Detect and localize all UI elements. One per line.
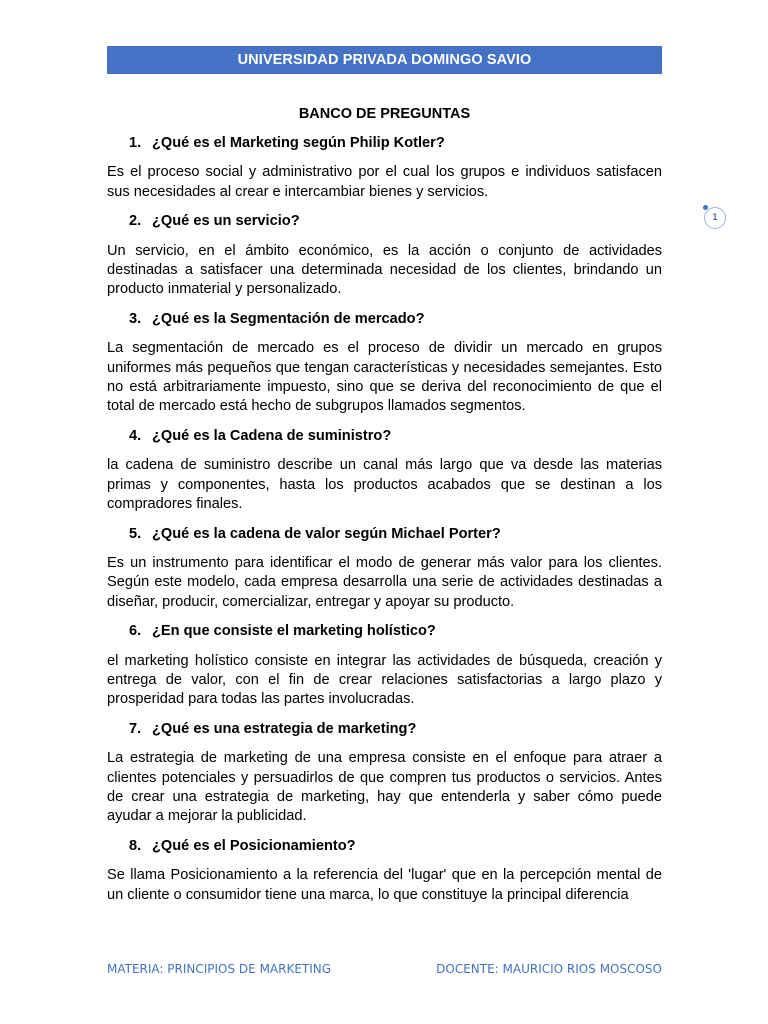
question-3: 3. ¿Qué es la Segmentación de mercado?	[107, 310, 662, 329]
question-6: 6. ¿En que consiste el marketing holístico?	[107, 622, 662, 641]
answer-7: La estrategia de marketing de una empresa consiste en el enfoque para atraer a clientes potenciales y persuadirlos de que compren tus productos o servicios. Antes de crear una estrategia de marketing, hay que entenderla y saber cómo puede ayudar a mejorar la publicidad.	[107, 750, 662, 825]
page-number: 1	[704, 207, 726, 229]
answer-2: Un servicio, en el ámbito económico, es la acción o conjunto de actividades destinadas a satisfacer una determinada necesidad de los clientes, brindando un producto inmaterial y personalizado.	[107, 242, 662, 298]
answer-8: Se llama Posicionamiento a la referencia del 'lugar' que en la percepción mental de un cliente o consumidor tiene una marca, lo que constituye la principal diferencia	[107, 867, 662, 903]
university-name: UNIVERSIDAD PRIVADA DOMINGO SAVIO	[237, 52, 532, 68]
question-2: 2. ¿Qué es un servicio?	[107, 212, 662, 231]
question-7: 7. ¿Qué es una estrategia de marketing?	[107, 720, 662, 739]
question-5: 5. ¿Qué es la cadena de valor según Michael Porter?	[107, 525, 662, 544]
page-footer	[107, 962, 662, 976]
question-text: ¿En que consiste el marketing holístico?	[152, 623, 436, 640]
answer-3: La segmentación de mercado es el proceso de dividir un mercado en grupos uniformes más pequeños que tengan características y necesidades semejantes. Esto no está arbitrariamente impuesto, sino que se deriva del reconocimiento de que el total de mercado está hecho de subgrupos llamados segmentos.	[107, 340, 662, 415]
header-bar	[107, 46, 662, 74]
question-text: ¿Qué es un servicio?	[152, 213, 300, 230]
answer-6: el marketing holístico consiste en integrar las actividades de búsqueda, creación y entrega de valor, con el fin de crear relaciones satisfactorias a largo plazo y prosperidad para todas las partes involucradas.	[107, 652, 662, 708]
question-4: 4. ¿Qué es la Cadena de suministro?	[107, 427, 662, 446]
question-list	[107, 134, 662, 915]
question-1: 1. ¿Qué es el Marketing según Philip Kotler?	[107, 134, 662, 153]
question-text: ¿Qué es el Marketing según Philip Kotler?	[152, 135, 445, 151]
question-text: ¿Qué es la Segmentación de mercado?	[152, 310, 425, 327]
question-text: ¿Qué es una estrategia de marketing?	[152, 720, 417, 737]
question-8: 8. ¿Qué es el Posicionamiento?	[107, 837, 662, 856]
answer-1: Es el proceso social y administrativo por el cual los grupos e individuos satisfacen sus necesidades al crear e intercambiar bienes y servicios.	[107, 164, 662, 200]
question-text: ¿Qué es la cadena de valor según Michael Porter?	[152, 525, 501, 542]
question-text: ¿Qué es la Cadena de suministro?	[152, 427, 392, 444]
document-title: BANCO DE PREGUNTAS	[298, 106, 471, 122]
answer-4: la cadena de suministro describe un canal más largo que va desde las materias primas y componentes, hasta los productos acabados que se destinan a los compradores finales.	[107, 457, 662, 513]
footer-teacher: DOCENTE: MAURICIO RIOS MOSCOSO	[436, 962, 662, 976]
question-text: ¿Qué es el Posicionamiento?	[152, 837, 356, 854]
answer-5: Es un instrumento para identificar el modo de generar más valor para los clientes. Según este modelo, cada empresa desarrolla una serie de actividades destinadas a diseñar, producir, comercializar, entregar y apoyar su producto.	[107, 554, 662, 610]
footer-subject: MATERIA: PRINCIPIOS DE MARKETING	[107, 962, 332, 976]
